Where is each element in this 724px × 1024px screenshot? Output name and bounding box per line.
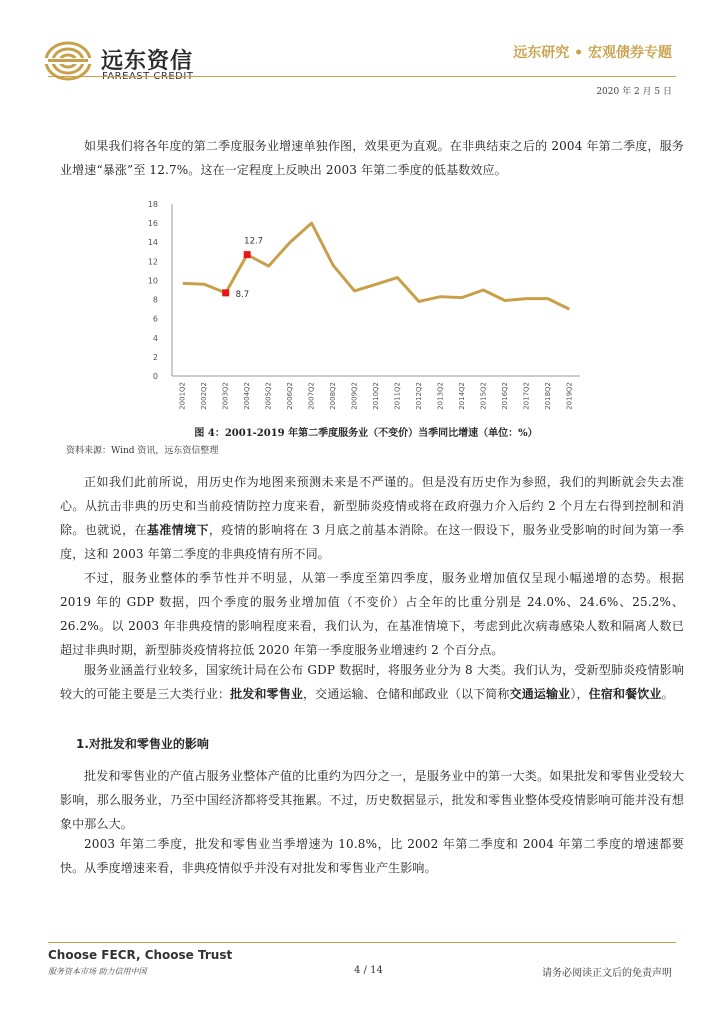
keyword-wholesale-retail: 批发和零售业 — [230, 687, 304, 701]
page-number: 4 / 14 — [354, 965, 383, 976]
x-tick-label: 2013Q2 — [436, 382, 445, 410]
x-tick-label: 2019Q2 — [565, 382, 574, 410]
keyword-accommodation-catering: 住宿和餐饮业 — [588, 687, 662, 701]
paragraph-1: 如果我们将各年度的第二季度服务业增速单独作图，效果更为直观。在非典结束之后的 2004 年第二季度，服务业增速“暴涨”至 12.7%。这在一定程度上反映出 2003 年第二季度的低基数效应。 — [60, 139, 684, 177]
y-tick-label: 12 — [147, 257, 158, 267]
x-tick-label: 2018Q2 — [543, 382, 552, 410]
x-axis — [172, 376, 580, 410]
y-tick-label: 4 — [152, 333, 158, 343]
highlight-point — [244, 251, 251, 258]
footer-divider — [48, 942, 676, 943]
company-logo — [44, 38, 244, 84]
paragraph-4-text-c: ）， — [570, 687, 589, 701]
x-tick-label: 2001Q2 — [178, 382, 187, 410]
x-tick-label: 2012Q2 — [414, 382, 423, 410]
logo-english-name: FAREAST CREDIT — [102, 71, 194, 82]
paragraph-2-text-b: ，疫情的影响将在 3 月底之前基本消除。在这一假设下，服务业受影响的时间为第一季度，这和 2003 年第二季度的非典疫情有所不同。 — [60, 523, 684, 561]
highlight-point — [222, 289, 229, 296]
y-tick-label: 0 — [152, 372, 158, 381]
paragraph-3: 不过，服务业整体的季节性并不明显，从第一季度至第四季度，服务业增加值仅呈现小幅递增的态势。根据 2019 年的 GDP 数据，四个季度的服务业增加值（不变价）占全年的比重分别是 24.0%、24.6%、25.2%、26.2%。以 2003 年非典疫情的影响程度来看，我们认为，在基准情境下，考虑到此次病毒感染人数和隔离人数已超过非典时期，新型肺炎疫情将拉低 2020 年第一季度服务业增速约 2 个百分点。 — [60, 571, 684, 657]
paragraph-5: 批发和零售业的产值占服务业整体产值的比重约为四分之一，是服务业中的第一大类。如果批发和零售业受较大影响，那么服务业，乃至中国经济都将受其拖累。不过，历史数据显示，批发和零售业整体受疫情影响可能并没有想象中那么大。 — [60, 769, 684, 831]
x-tick-label: 2005Q2 — [264, 382, 273, 410]
y-tick-label: 10 — [147, 276, 158, 286]
data-label: 12.7 — [244, 236, 264, 247]
keyword-baseline-scenario: 基准情境下 — [146, 523, 209, 537]
x-tick-label: 2014Q2 — [457, 382, 466, 410]
footer-slogan-english: Choose FECR, Choose Trust — [48, 948, 233, 962]
paragraph-4 — [60, 658, 684, 706]
y-tick-label: 6 — [152, 314, 158, 324]
keyword-transportation: 交通运输业 — [509, 687, 571, 701]
report-series-title: 远东研究 • 宏观债券专题 — [513, 45, 672, 61]
x-tick-label: 2006Q2 — [286, 382, 295, 410]
report-date: 2020 年 2 月 5 日 — [596, 87, 672, 97]
paragraph-4-text-a: 服务业涵盖行业较多，国家统计局在公布 GDP 数据时，将服务业分为 8 大类。我们认为，受新型肺炎疫情影响较大的可能主要是三大类行业： — [60, 663, 684, 701]
x-tick-label: 2015Q2 — [479, 382, 488, 410]
figure-caption: 图 4：2001-2019 年第二季度服务业（不变价）当季同比增速（单位：%） — [194, 428, 538, 439]
fareast-logo-icon — [44, 38, 92, 84]
x-tick-label: 2016Q2 — [500, 382, 509, 410]
x-tick-label: 2004Q2 — [243, 382, 252, 410]
x-tick-label: 2009Q2 — [350, 382, 359, 410]
y-tick-label: 2 — [152, 352, 158, 362]
x-tick-label: 2010Q2 — [372, 382, 380, 410]
chart-series — [183, 223, 570, 309]
paragraph-4-text-d: 。 — [661, 687, 674, 701]
header-divider — [48, 76, 676, 77]
y-tick-label: 8 — [152, 295, 158, 305]
paragraph-4-text-b: ，交通运输、仓储和邮政业（以下简称 — [303, 687, 510, 701]
y-axis — [148, 200, 172, 381]
x-tick-label: 2003Q2 — [221, 382, 230, 410]
figure-source: 资料来源：Wind 资讯，远东资信整理 — [66, 446, 219, 456]
paragraph-6: 2003 年第二季度，批发和零售业当季增速为 10.8%，比 2002 年第二季度和 2004 年第二季度的增速都要快。从季度增速来看，非典疫情似乎并没有对批发和零售业产生影响。 — [60, 837, 684, 875]
x-tick-label: 2011Q2 — [393, 382, 402, 410]
paragraph-2 — [60, 470, 684, 566]
y-tick-label: 14 — [147, 238, 158, 248]
disclaimer-notice: 请务必阅读正文后的免责声明 — [542, 968, 672, 979]
footer-slogan-chinese: 服务资本市场 助力信用中国 — [48, 967, 147, 976]
services-growth-line-chart — [130, 192, 600, 422]
x-tick-label: 2002Q2 — [200, 382, 209, 410]
section-heading: 1.对批发和零售业的影响 — [76, 737, 209, 751]
x-tick-label: 2017Q2 — [522, 382, 531, 410]
data-label: 8.7 — [235, 289, 250, 300]
y-tick-label: 16 — [147, 219, 158, 229]
x-tick-label: 2007Q2 — [307, 382, 316, 410]
paragraph-2-text-a: 正如我们此前所说，用历史作为地图来预测未来是不严谨的。但是没有历史作为参照，我们的判断就会失去准心。从抗击非典的历史和当前疫情防控力度来看，新型肺炎疫情或将在政府强力介入后约 2 个月左右得到控制和消除。也就说，在 — [60, 475, 684, 537]
x-tick-label: 2008Q2 — [329, 382, 338, 410]
y-tick-label: 18 — [147, 200, 158, 209]
logo-chinese-name: 远东资信 — [101, 49, 194, 74]
